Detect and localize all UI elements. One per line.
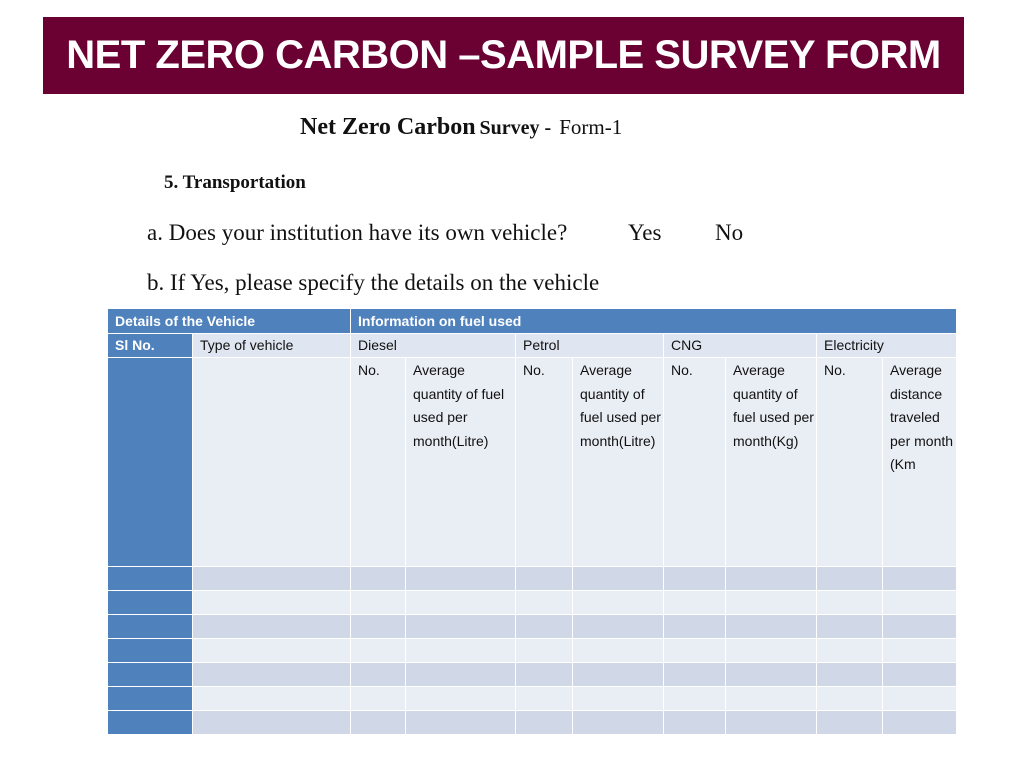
page-title: NET ZERO CARBON –SAMPLE SURVEY FORM <box>66 33 941 77</box>
header-diesel: Diesel <box>351 334 516 358</box>
table-cell[interactable] <box>883 639 957 663</box>
table-cell[interactable] <box>406 567 516 591</box>
table-row <box>108 711 957 735</box>
petrol-avg-header: Average quantity of fuel used per month(Litre) <box>573 358 664 567</box>
answer-yes[interactable]: Yes <box>628 220 662 245</box>
vehicle-table <box>107 308 957 735</box>
table-cell[interactable] <box>193 663 351 687</box>
table-cell[interactable] <box>351 711 406 735</box>
subtitle-name: Net Zero Carbon <box>300 114 476 140</box>
header-cell <box>193 358 351 567</box>
table-cell[interactable] <box>573 591 664 615</box>
header-electricity: Electricity <box>817 334 957 358</box>
table-cell[interactable] <box>573 615 664 639</box>
question-b: b. If Yes, please specify the details on the vehicle <box>147 270 600 295</box>
table-cell[interactable] <box>573 663 664 687</box>
table-cell[interactable] <box>516 711 573 735</box>
header-sl-no: Sl No. <box>108 334 193 358</box>
question-a: a. Does your institution have its own vehicle? <box>147 220 568 245</box>
table-cell[interactable] <box>817 567 883 591</box>
table-cell[interactable] <box>351 687 406 711</box>
table-cell[interactable] <box>817 615 883 639</box>
table-cell[interactable] <box>108 639 193 663</box>
table-cell[interactable] <box>726 615 817 639</box>
table-cell[interactable] <box>817 687 883 711</box>
table-cell[interactable] <box>817 711 883 735</box>
table-cell[interactable] <box>406 663 516 687</box>
table-cell[interactable] <box>108 615 193 639</box>
table-cell[interactable] <box>664 711 726 735</box>
table-cell[interactable] <box>193 567 351 591</box>
table-cell[interactable] <box>516 615 573 639</box>
form-subtitle <box>300 114 622 141</box>
table-cell[interactable] <box>883 591 957 615</box>
table-cell[interactable] <box>516 567 573 591</box>
subtitle-survey: Survey - <box>479 117 552 139</box>
table-cell[interactable] <box>406 591 516 615</box>
table-cell[interactable] <box>664 639 726 663</box>
diesel-avg-header: Average quantity of fuel used per month(Litre) <box>406 358 516 567</box>
header-petrol: Petrol <box>516 334 664 358</box>
table-cell[interactable] <box>193 687 351 711</box>
table-cell[interactable] <box>883 663 957 687</box>
petrol-no-header: No. <box>516 358 573 567</box>
answer-no[interactable]: No <box>715 220 744 245</box>
table-cell[interactable] <box>817 639 883 663</box>
table-cell[interactable] <box>726 591 817 615</box>
table-cell[interactable] <box>883 615 957 639</box>
cng-no-header: No. <box>664 358 726 567</box>
table-cell[interactable] <box>193 615 351 639</box>
header-type: Type of vehicle <box>193 334 351 358</box>
header-vehicle-details: Details of the Vehicle <box>108 309 351 334</box>
table-cell[interactable] <box>193 639 351 663</box>
table-cell[interactable] <box>351 591 406 615</box>
table-cell[interactable] <box>573 711 664 735</box>
header-cng: CNG <box>664 334 817 358</box>
table-cell[interactable] <box>406 687 516 711</box>
table-cell[interactable] <box>573 687 664 711</box>
table-cell[interactable] <box>351 639 406 663</box>
table-cell[interactable] <box>573 639 664 663</box>
elec-avg-header: Average distance traveled per month (Km <box>883 358 957 567</box>
title-banner <box>43 17 964 94</box>
table-cell[interactable] <box>664 663 726 687</box>
section-heading: 5. Transportation <box>164 172 306 193</box>
table-cell[interactable] <box>108 687 193 711</box>
table-cell[interactable] <box>883 711 957 735</box>
table-cell[interactable] <box>883 567 957 591</box>
table-cell[interactable] <box>406 711 516 735</box>
table-cell[interactable] <box>516 639 573 663</box>
table-cell[interactable] <box>817 591 883 615</box>
table-row <box>108 663 957 687</box>
table-cell[interactable] <box>664 615 726 639</box>
table-row <box>108 687 957 711</box>
header-row-1 <box>108 309 957 334</box>
table-cell[interactable] <box>726 687 817 711</box>
header-row-2 <box>108 334 957 358</box>
diesel-no-header: No. <box>351 358 406 567</box>
table-cell[interactable] <box>108 567 193 591</box>
table-cell[interactable] <box>406 639 516 663</box>
table-cell[interactable] <box>108 591 193 615</box>
table-cell[interactable] <box>726 639 817 663</box>
header-row-3 <box>108 358 957 567</box>
table-cell[interactable] <box>664 567 726 591</box>
table-cell[interactable] <box>406 615 516 639</box>
table-cell[interactable] <box>351 615 406 639</box>
table-cell[interactable] <box>516 663 573 687</box>
table-cell[interactable] <box>108 711 193 735</box>
cng-avg-header: Average quantity of fuel used per month(Kg) <box>726 358 817 567</box>
table-cell[interactable] <box>516 591 573 615</box>
table-cell[interactable] <box>573 567 664 591</box>
table-cell[interactable] <box>664 591 726 615</box>
table-row <box>108 591 957 615</box>
table-cell[interactable] <box>817 663 883 687</box>
table-cell[interactable] <box>664 687 726 711</box>
table-row <box>108 615 957 639</box>
subtitle-form: Form-1 <box>559 115 623 139</box>
table-cell[interactable] <box>108 663 193 687</box>
table-cell[interactable] <box>726 663 817 687</box>
table-row <box>108 639 957 663</box>
table-cell[interactable] <box>883 687 957 711</box>
table-cell[interactable] <box>193 591 351 615</box>
table-cell[interactable] <box>726 567 817 591</box>
table-cell[interactable] <box>193 711 351 735</box>
table-cell[interactable] <box>351 567 406 591</box>
table-cell[interactable] <box>516 687 573 711</box>
table-cell[interactable] <box>351 663 406 687</box>
table-row <box>108 567 957 591</box>
elec-no-header: No. <box>817 358 883 567</box>
table-cell[interactable] <box>726 711 817 735</box>
header-fuel-info: Information on fuel used <box>351 309 957 334</box>
header-cell <box>108 358 193 567</box>
